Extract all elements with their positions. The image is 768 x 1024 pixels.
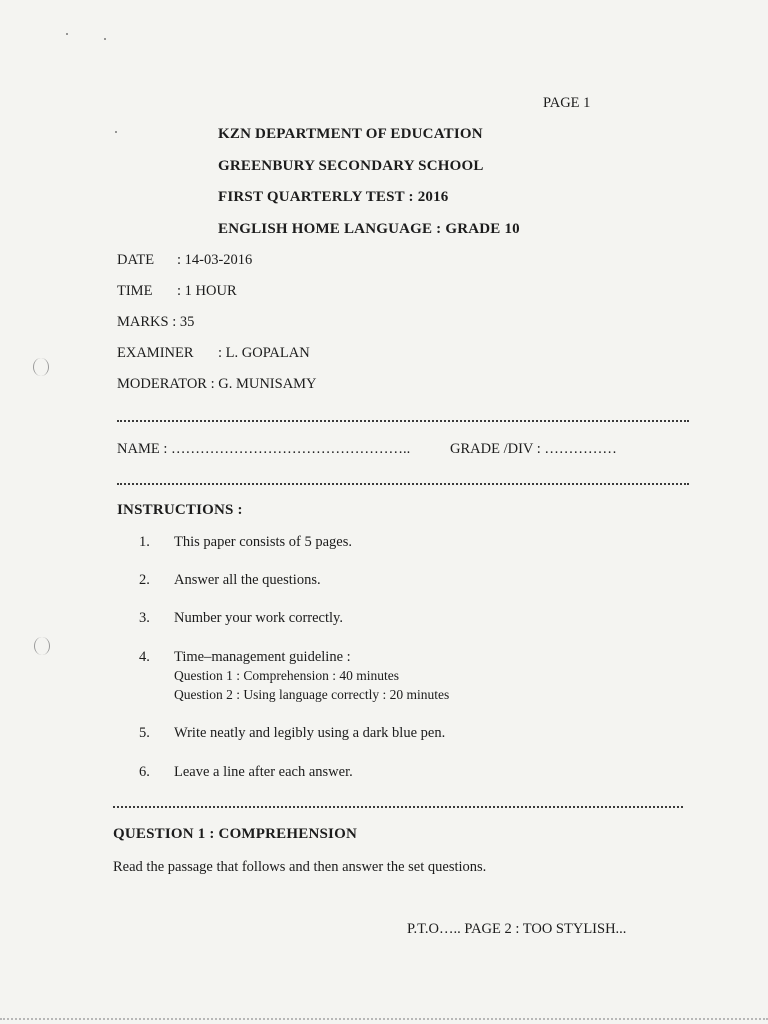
- marks-line: MARKS : 35: [117, 314, 195, 330]
- scan-edge-dots: [0, 1018, 768, 1020]
- punch-hole: [33, 358, 49, 376]
- scan-speck: [115, 131, 117, 133]
- examiner-value: : L. GOPALAN: [218, 345, 310, 361]
- pto-footer: P.T.O….. PAGE 2 : TOO STYLISH...: [407, 921, 627, 937]
- scan-speck: [66, 33, 68, 35]
- scan-speck: [104, 38, 106, 40]
- examiner-label: EXAMINER: [117, 345, 194, 361]
- moderator-line: MODERATOR : G. MUNISAMY: [117, 376, 317, 392]
- instruction-subline: Question 2 : Using language correctly : 20 minutes: [174, 687, 450, 702]
- instructions-heading: INSTRUCTIONS :: [117, 502, 243, 518]
- dotted-separator: [117, 420, 689, 422]
- instruction-text: Write neatly and legibly using a dark blue pen.: [174, 725, 446, 741]
- instruction-text: Time–management guideline :: [174, 649, 351, 665]
- question-1-heading: QUESTION 1 : COMPREHENSION: [113, 826, 357, 842]
- school-title: GREENBURY SECONDARY SCHOOL: [218, 158, 484, 174]
- instruction-number: 6.: [139, 764, 150, 780]
- time-value: : 1 HOUR: [177, 283, 237, 299]
- grade-div-field: GRADE /DIV : ……………: [450, 441, 617, 457]
- instruction-number: 2.: [139, 572, 150, 588]
- instruction-number: 3.: [139, 610, 150, 626]
- instruction-text: Answer all the questions.: [174, 572, 321, 588]
- subject-title: ENGLISH HOME LANGUAGE : GRADE 10: [218, 221, 520, 237]
- department-title: KZN DEPARTMENT OF EDUCATION: [218, 126, 483, 142]
- test-title: FIRST QUARTERLY TEST : 2016: [218, 189, 449, 205]
- time-label: TIME: [117, 283, 153, 299]
- dotted-separator: [117, 483, 689, 485]
- punch-hole: [34, 637, 50, 655]
- date-value: : 14-03-2016: [177, 252, 253, 268]
- date-label: DATE: [117, 252, 155, 268]
- instruction-text: This paper consists of 5 pages.: [174, 534, 352, 550]
- instruction-number: 4.: [139, 649, 150, 665]
- instruction-text: Leave a line after each answer.: [174, 764, 353, 780]
- instruction-number: 1.: [139, 534, 150, 550]
- page-number: PAGE 1: [543, 95, 591, 111]
- instruction-text: Number your work correctly.: [174, 610, 343, 626]
- name-field: NAME : …………………………………………..: [117, 441, 411, 457]
- dotted-separator: [113, 806, 683, 808]
- instruction-subline: Question 1 : Comprehension : 40 minutes: [174, 668, 399, 683]
- instruction-number: 5.: [139, 725, 150, 741]
- question-1-intro: Read the passage that follows and then answer the set questions.: [113, 859, 487, 875]
